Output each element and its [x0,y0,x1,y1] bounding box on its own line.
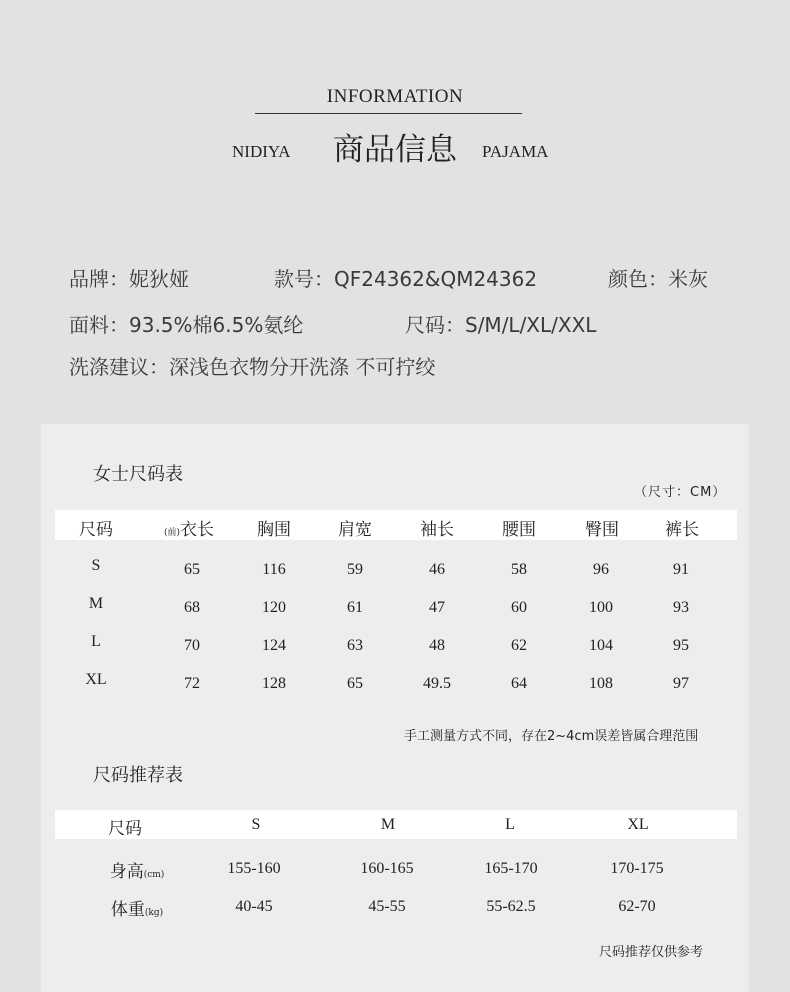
rec-header-xl: XL [627,816,649,833]
product-brand: 品牌：妮狄娅 [69,267,189,291]
cell-pants: 95 [673,637,689,654]
weight-l: 55-62.5 [486,898,536,915]
cell-waist: 64 [511,675,527,692]
height-label [110,857,165,882]
col-header-shoulder: 肩宽 [338,520,372,540]
cell-waist: 58 [511,561,527,578]
product-wash: 洗涤建议：深浅色衣物分开洗涤 不可拧绞 [69,355,436,379]
weight-xl: 62-70 [618,898,656,915]
height-label-text: 身高 [109,862,144,882]
col-header-length-label: 衣长 [180,520,215,540]
cell-length: 70 [184,637,200,654]
rec-header-size: 尺码 [108,819,142,839]
cell-length: 68 [184,599,200,616]
size-chart-note: 手工测量方式不同，存在2~4cm误差皆属合理范围 [404,729,699,744]
weight-s: 40-45 [235,898,273,915]
height-m: 160-165 [360,860,414,877]
cell-length: 72 [184,675,200,692]
cell-hip: 108 [589,675,613,692]
header-type-en: PAJAMA [482,142,549,161]
height-s: 155-160 [227,860,281,877]
cell-chest: 124 [262,637,286,654]
page-title: 商品信息 [333,132,457,168]
cell-pants: 93 [673,599,689,616]
cell-shoulder: 59 [347,561,363,578]
size-chart-unit: （尺寸：CM） [634,485,727,500]
product-color: 颜色：米灰 [608,267,708,291]
cell-sleeve: 46 [429,561,445,578]
height-xl: 170-175 [610,860,664,877]
recommend-note: 尺码推荐仅供参考 [599,945,704,960]
col-header-sleeve: 袖长 [420,520,454,540]
cell-shoulder: 61 [347,599,363,616]
cell-chest: 116 [262,561,286,578]
weight-label-text: 体重 [110,900,145,920]
cell-sleeve: 49.5 [423,675,451,692]
cell-hip: 100 [589,599,613,616]
cell-shoulder: 65 [347,675,363,692]
product-fabric: 面料：93.5%棉6.5%氨纶 [69,313,304,337]
product-style-no: 款号：QF24362&QM24362 [274,267,538,291]
cell-waist: 62 [511,637,527,654]
weight-unit: (kg) [144,908,164,918]
rec-header-s: S [251,816,261,833]
header-divider [255,113,522,114]
col-header-waist: 腰围 [502,520,536,540]
recommend-title: 尺码推荐表 [93,765,183,786]
col-header-length [164,515,214,540]
height-l: 165-170 [484,860,538,877]
cell-hip: 96 [593,561,609,578]
cell-waist: 60 [511,599,527,616]
cell-pants: 91 [673,561,689,578]
cell-size: XL [85,671,107,688]
cell-size: L [91,633,101,650]
cell-size: S [91,557,101,574]
weight-label [111,895,163,920]
height-unit: (cm) [143,870,165,880]
rec-header-m: M [380,816,396,833]
header-information: INFORMATION [326,86,464,107]
cell-shoulder: 63 [347,637,363,654]
cell-chest: 120 [262,599,286,616]
col-header-pants: 裤长 [665,520,699,540]
cell-size: M [88,595,104,612]
col-header-size: 尺码 [79,520,113,540]
cell-hip: 104 [589,637,613,654]
cell-pants: 97 [673,675,689,692]
size-chart-header-bar [55,510,737,540]
weight-m: 45-55 [368,898,406,915]
col-header-chest: 胸围 [257,520,291,540]
cell-length: 65 [184,561,200,578]
cell-sleeve: 48 [429,637,445,654]
front-tag: (前) [163,528,181,538]
size-chart-title: 女士尺码表 [93,464,183,485]
col-header-hip: 臀围 [585,520,619,540]
cell-chest: 128 [262,675,286,692]
product-sizes: 尺码：S/M/L/XL/XXL [405,313,597,337]
cell-sleeve: 47 [429,599,445,616]
header-brand-en: NIDIYA [232,142,291,161]
rec-header-l: L [505,816,515,833]
